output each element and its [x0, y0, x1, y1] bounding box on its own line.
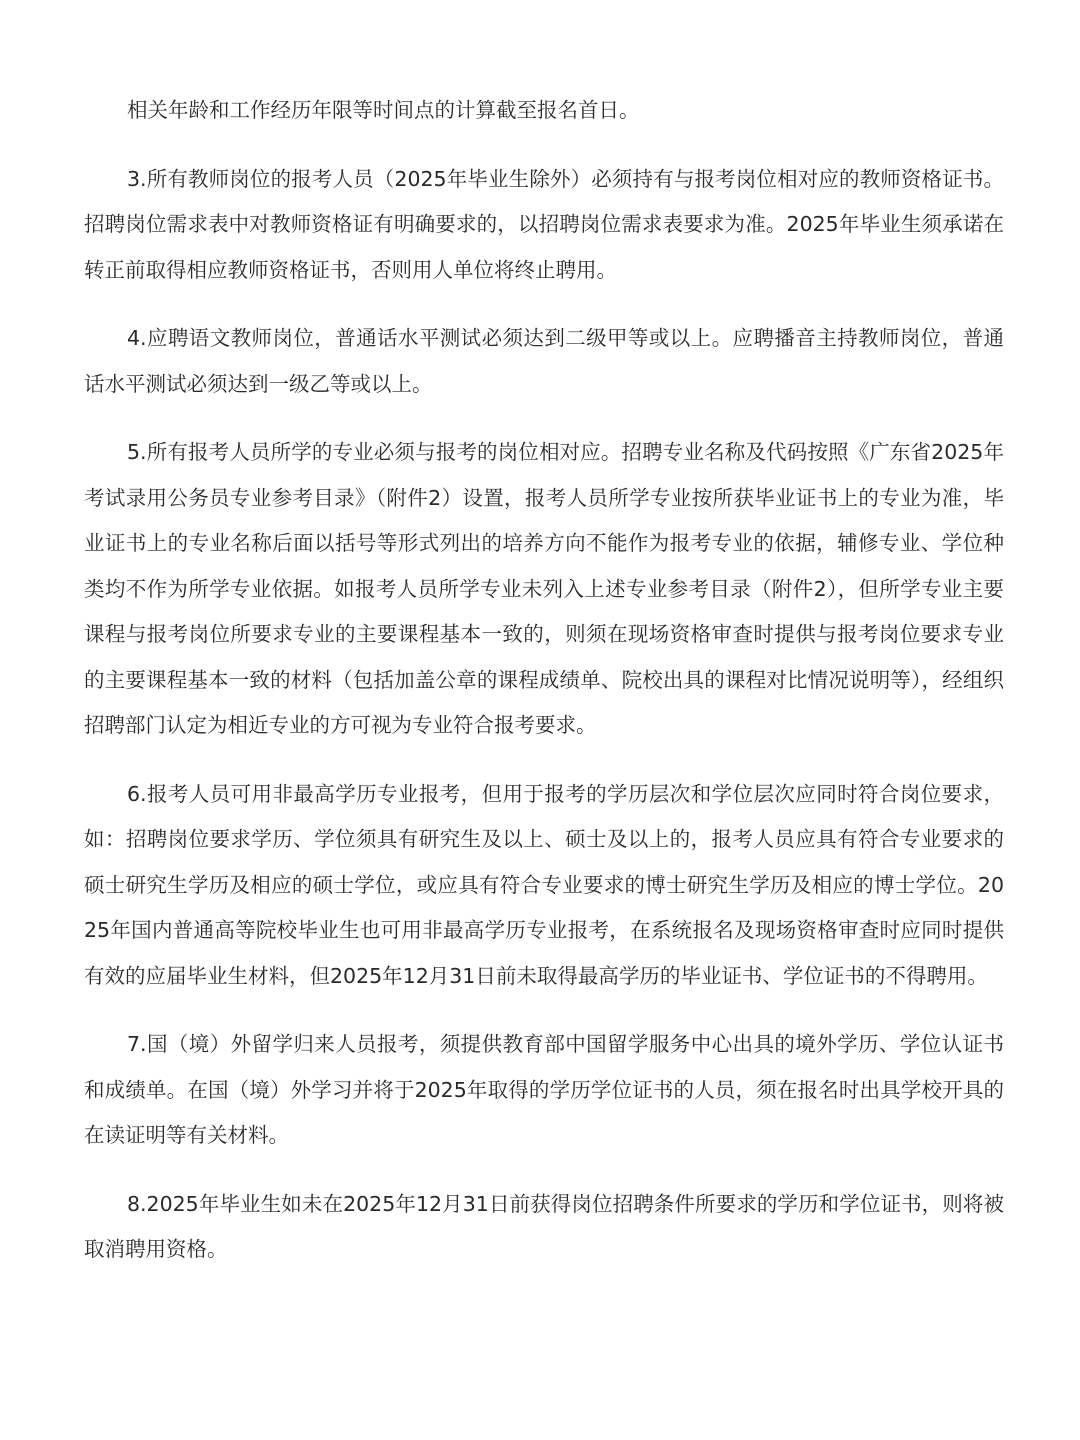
- paragraph-item-8-graduates-deadline: 8.2025年毕业生如未在2025年12月31日前获得岗位招聘条件所要求的学历和学位证书，则将被取消聘用资格。: [84, 1191, 1004, 1261]
- paragraph-item-4-mandarin-level: 4.应聘语文教师岗位，普通话水平测试必须达到二级甲等或以上。应聘播音主持教师岗位，普通话水平测试必须达到一级乙等或以上。: [84, 326, 1004, 396]
- paragraph-item-6-degree-level: 6.报考人员可用非最高学历专业报考，但用于报考的学历层次和学位层次应同时符合岗位要求，如：招聘岗位要求学历、学位须具有研究生及以上、硕士及以上的，报考人员应具有符合专业要求的硕士研究生学历及相应的硕士学位，或应具有符合专业要求的博士研究生学历及相应的博士学位。2025年国内普通高等院校毕业生也可用非最高学历专业报考，在系统报名及现场资格审查时应同时提供有效的应届毕业生材料，但2025年12月31日前未取得最高学历的毕业证书、学位证书的不得聘用。: [84, 781, 1004, 988]
- document-body: [84, 88, 1004, 1296]
- paragraph-item-3-teacher-certificate: 3.所有教师岗位的报考人员（2025年毕业生除外）必须持有与报考岗位相对应的教师资格证书。招聘岗位需求表中对教师资格证有明确要求的，以招聘岗位需求表要求为准。2025年毕业生须承诺在转正前取得相应教师资格证书，否则用人单位将终止聘用。: [84, 166, 1004, 282]
- paragraph-age-calculation: 相关年龄和工作经历年限等时间点的计算截至报名首日。: [127, 98, 640, 122]
- paragraph-item-7-overseas-returnees: 7.国（境）外留学归来人员报考，须提供教育部中国留学服务中心出具的境外学历、学位认证书和成绩单。在国（境）外学习并将于2025年取得的学历学位证书的人员，须在报名时出具学校开具的在读证明等有关材料。: [84, 1032, 1004, 1147]
- paragraph-item-5-major-requirement: 5.所有报考人员所学的专业必须与报考的岗位相对应。招聘专业名称及代码按照《广东省2025年考试录用公务员专业参考目录》（附件2）设置，报考人员所学专业按所获毕业证书上的专业为准，毕业证书上的专业名称后面以括号等形式列出的培养方向不能作为报考专业的依据，辅修专业、学位种类均不作为所学专业依据。如报考人员所学专业未列入上述专业参考目录（附件2），但所学专业主要课程与报考岗位所要求专业的主要课程基本一致的，则须在现场资格审查时提供与报考岗位要求专业的主要课程基本一致的材料（包括加盖公章的课程成绩单、院校出具的课程对比情况说明等），经组织招聘部门认定为相近专业的方可视为专业符合报考要求。: [84, 440, 1004, 737]
